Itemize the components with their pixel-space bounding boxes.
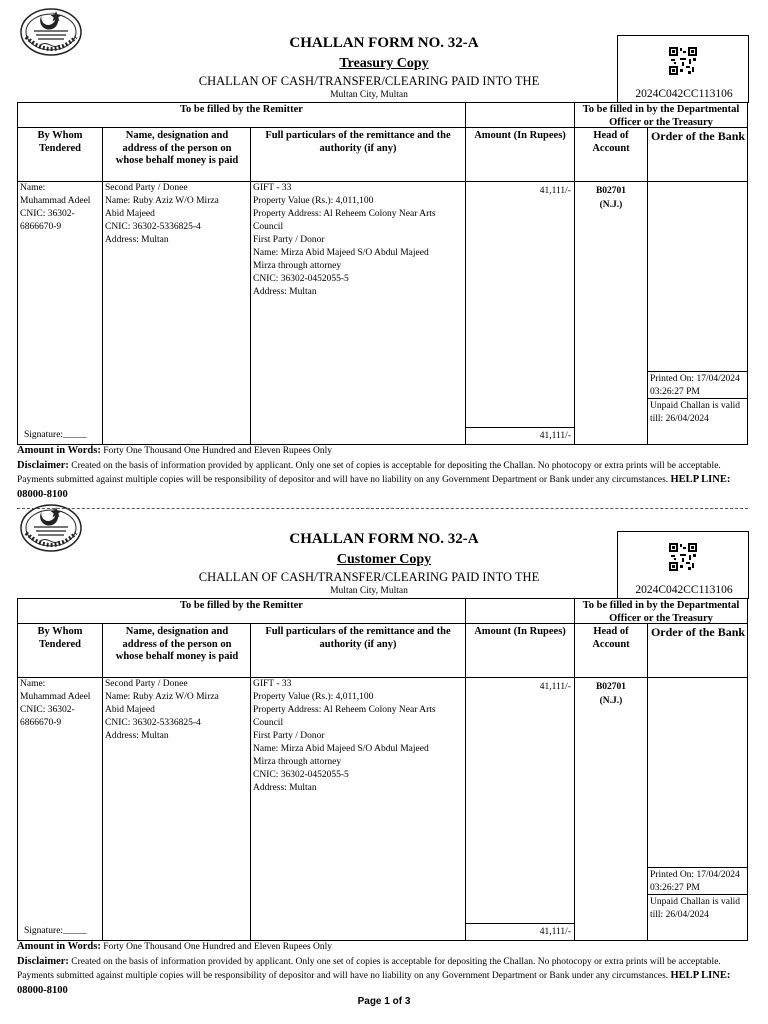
valid-till: Unpaid Challan is valid till: 26/04/2024 [650, 401, 740, 424]
head-subcode: (N.J.) [599, 696, 623, 706]
qr-box [617, 35, 749, 103]
challan-footer [17, 444, 748, 502]
col-order-of-bank: Order of the Bank [650, 129, 746, 143]
transaction-id: 2024C042CC113106 [635, 584, 733, 596]
col-head-of-account: Head of Account [592, 626, 630, 650]
challan-table [17, 598, 748, 941]
cut-line [17, 508, 748, 509]
remittance-particulars: GIFT - 33 Property Value (Rs.): 4,011,100 Property Address: Al Reheem Colony Near Arts Council First Party / Donor Name: Mirza Abid Majeed S/O Abdul Majeed Mirza through attorney CNIC: 36302-0452055-5 Address: Multan [253, 183, 436, 297]
col-order-of-bank: Order of the Bank [650, 625, 746, 639]
city-name: Multan City, Multan [330, 90, 408, 100]
challan-table [17, 102, 748, 445]
copy-label: Customer Copy [336, 552, 432, 567]
qr-box [617, 531, 749, 599]
col-by-whom: By Whom Tendered [37, 130, 83, 154]
col-particulars: Full particulars of the remittance and the authority (if any) [265, 626, 451, 650]
remitter-header: To be filled by the Remitter [180, 104, 303, 115]
helpline: HELP LINE: 08000-8100 [17, 474, 731, 500]
amount-in-words: Amount in Words: Forty One Thousand One Hundred and Eleven Rupees Only [17, 445, 333, 456]
remitter-header: To be filled by the Remitter [180, 600, 303, 611]
form-title: CHALLAN FORM NO. 32-A [289, 531, 479, 547]
tendered-by: Name: Muhammad Adeel CNIC: 36302- 6866670-9 [20, 183, 91, 232]
col-head-of-account: Head of Account [592, 130, 630, 154]
challan-description: CHALLAN OF CASH/TRANSFER/CLEARING PAID INTO THE [198, 570, 540, 584]
signature-line: Signature:_____ [24, 430, 87, 440]
head-code: B02701 [595, 682, 627, 692]
amount-value: 41,111/- [539, 682, 571, 692]
head-subcode: (N.J.) [599, 200, 623, 210]
city-name: Multan City, Multan [330, 586, 408, 596]
department-header: To be filled in by the Departmental Officer or the Treasury [582, 600, 740, 624]
col-person-name: Name, designation and address of the person on whose behalf money is paid [115, 626, 239, 662]
head-code: B02701 [595, 186, 627, 196]
department-header: To be filled in by the Departmental Officer or the Treasury [582, 104, 740, 128]
payee-details: Second Party / Donee Name: Ruby Aziz W/O Mirza Abid Majeed CNIC: 36302-5336825-4 Address: Multan [105, 679, 219, 741]
printed-on: Printed On: 17/04/2024 03:26:27 PM [650, 374, 740, 397]
remittance-particulars: GIFT - 33 Property Value (Rs.): 4,011,100 Property Address: Al Reheem Colony Near Arts Council First Party / Donor Name: Mirza Abid Majeed S/O Abdul Majeed Mirza through attorney CNIC: 36302-0452055-5 Address: Multan [253, 679, 436, 793]
form-title: CHALLAN FORM NO. 32-A [289, 35, 479, 51]
tendered-by: Name: Muhammad Adeel CNIC: 36302- 6866670-9 [20, 679, 91, 728]
challan-description: CHALLAN OF CASH/TRANSFER/CLEARING PAID INTO THE [198, 74, 540, 88]
helpline: HELP LINE: 08000-8100 [17, 970, 731, 996]
amount-value: 41,111/- [539, 186, 571, 196]
transaction-id: 2024C042CC113106 [635, 88, 733, 100]
valid-till: Unpaid Challan is valid till: 26/04/2024 [650, 897, 740, 920]
printed-on: Printed On: 17/04/2024 03:26:27 PM [650, 870, 740, 893]
qr-code-icon [669, 543, 697, 571]
col-person-name: Name, designation and address of the person on whose behalf money is paid [115, 130, 239, 166]
signature-line: Signature:_____ [24, 926, 87, 936]
challan-footer [17, 940, 748, 998]
payee-details: Second Party / Donee Name: Ruby Aziz W/O Mirza Abid Majeed CNIC: 36302-5336825-4 Address: Multan [105, 183, 219, 245]
page-number: Page 1 of 3 [357, 996, 411, 1007]
col-amount: Amount (In Rupees) [474, 626, 566, 637]
total-amount: 41,111/- [539, 431, 571, 441]
col-by-whom: By Whom Tendered [37, 626, 83, 650]
disclaimer: Disclaimer: Created on the basis of information provided by applicant. Only one set of copies is acceptable for depositing the Challan. No photocopy or extra prints will be acceptable. Payments submitted against multiple copies will be responsibility of depositor and will have no liability on any Government Department or Bank under any circumstances. HELP LINE: 08000-8100 [17, 459, 731, 500]
copy-label: Treasury Copy [339, 56, 429, 71]
amount-in-words: Amount in Words: Forty One Thousand One Hundred and Eleven Rupees Only [17, 941, 333, 952]
col-amount: Amount (In Rupees) [474, 130, 566, 141]
total-amount: 41,111/- [539, 927, 571, 937]
disclaimer: Disclaimer: Created on the basis of information provided by applicant. Only one set of copies is acceptable for depositing the Challan. No photocopy or extra prints will be acceptable. Payments submitted against multiple copies will be responsibility of depositor and will have no liability on any Government Department or Bank under any circumstances. HELP LINE: 08000-8100 [17, 955, 731, 996]
col-particulars: Full particulars of the remittance and the authority (if any) [265, 130, 451, 154]
qr-code-icon [669, 47, 697, 75]
